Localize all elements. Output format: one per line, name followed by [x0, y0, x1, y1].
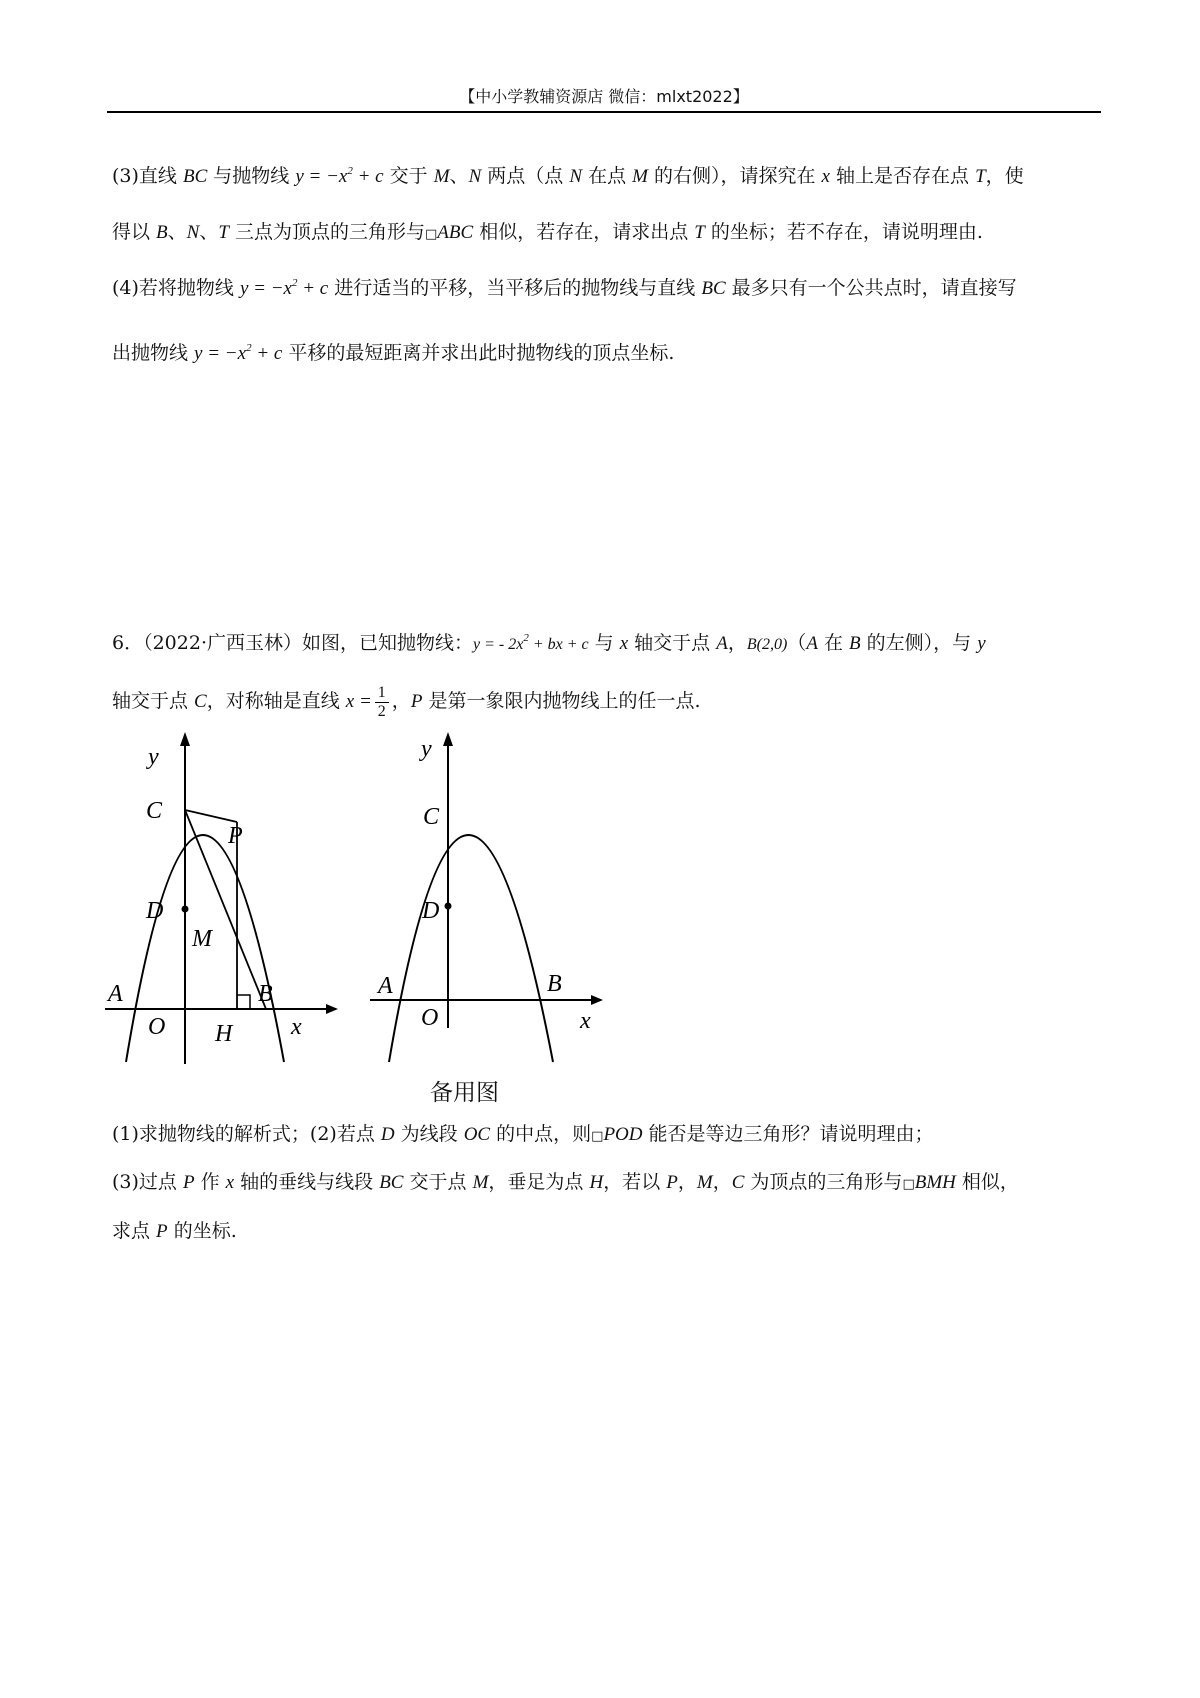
label-y: y	[148, 744, 159, 770]
label-m: M	[192, 926, 212, 952]
y-axis-arrow	[180, 732, 190, 746]
label-c: C	[423, 804, 440, 830]
segment-cp	[185, 810, 237, 822]
label-d: D	[146, 898, 164, 924]
x-axis-arrow	[591, 995, 603, 1005]
label-p: P	[228, 823, 243, 849]
label-o: O	[421, 1005, 439, 1031]
label-a: A	[378, 973, 393, 999]
fraction-one-half: $\frac{1}{2}$	[375, 684, 389, 720]
point-d	[182, 906, 189, 913]
q6-sub-line1: (1)求抛物线的解析式；(2)若点 D 为线段 OC 的中点，则□POD 能否是等边三角形？请说明理由；	[112, 1123, 934, 1145]
parabola	[389, 835, 553, 1062]
figure-1-parabola-diagram	[100, 728, 350, 1068]
page-header: 【中小学教辅资源店 微信：mlxt2022】	[459, 87, 749, 106]
x-axis-arrow	[326, 1004, 338, 1014]
q5-part3-line2: 得以 B、N、T 三点为顶点的三角形与□ABC 相似，若存在，请求出点 T 的坐标；若不存在，请说明理由.	[112, 221, 983, 243]
label-c: C	[146, 798, 163, 824]
q6-sub-line3: 求点 P 的坐标.	[112, 1220, 237, 1242]
q5-part4-line2: 出抛物线 $y = -x^2 + c$ 平移的最短距离并求出此时抛物线的顶点坐标.	[112, 342, 675, 364]
label-x: x	[291, 1014, 302, 1040]
point-d	[445, 903, 452, 910]
label-b: B	[258, 981, 273, 1007]
q6-stem-line2: 轴交于点 C，对称轴是直线 x = $\frac{1}{2}$ ，P 是第一象限内抛物线上的任一点.	[112, 684, 701, 720]
label-a: A	[108, 981, 123, 1007]
label-x: x	[580, 1008, 591, 1034]
q5-part3-line1: (3)直线 BC 与抛物线 $y = -x^2 + c$ 交于 M、N 两点（点 N 在点 M 的右侧），请探究在 x 轴上是否存在点 T，使	[112, 165, 1024, 187]
figure-2-spare-diagram	[365, 728, 615, 1068]
y-axis-arrow	[443, 732, 453, 746]
label-b: B	[547, 971, 562, 997]
label-o: O	[148, 1014, 166, 1040]
header-rule	[107, 111, 1101, 113]
right-angle-mark	[237, 995, 250, 1009]
q5-part4-line1: (4)若将抛物线 $y = -x^2 + c$ 进行适当的平移，当平移后的抛物线与直线 BC 最多只有一个公共点时，请直接写	[112, 277, 1017, 299]
figure-caption: 备用图	[430, 1080, 499, 1106]
label-h: H	[215, 1021, 233, 1047]
q6-stem-line1: 6．（2022·广西玉林）如图，已知抛物线：y = - $2x^2$ + bx + c 与 x 轴交于点 A，B(2,0)（A 在 B 的左侧），与 y	[112, 632, 986, 654]
label-d: D	[422, 898, 440, 924]
q6-sub-line2: (3)过点 P 作 x 轴的垂线与线段 BC 交于点 M，垂足为点 H，若以 P，M，C 为顶点的三角形与□BMH 相似，	[112, 1171, 1019, 1193]
label-y: y	[421, 736, 432, 762]
segment-bc	[185, 810, 266, 1009]
